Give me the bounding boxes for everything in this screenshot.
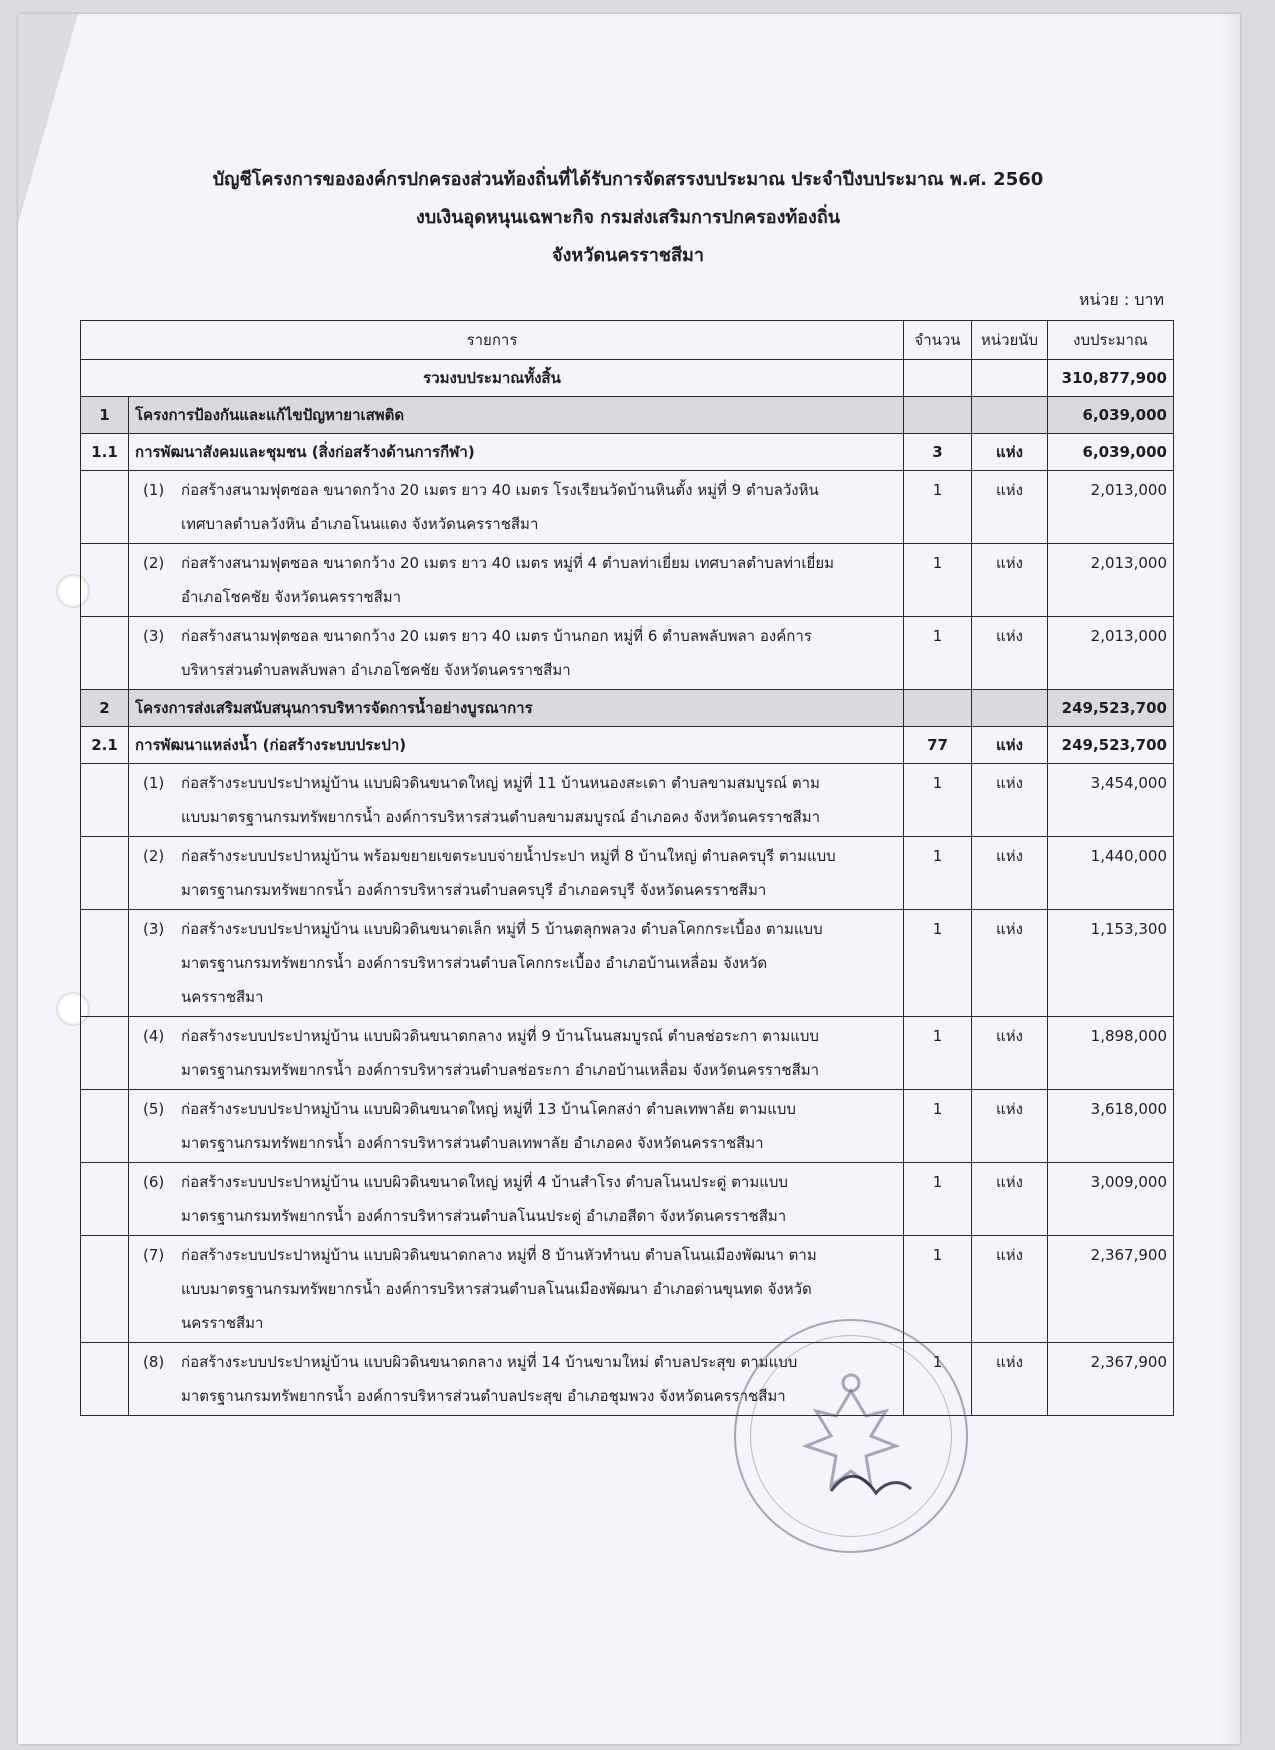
item-budget: 3,618,000 <box>1048 1090 1174 1163</box>
subsection-unit: แห่ง <box>972 727 1048 764</box>
item-budget: 2,013,000 <box>1048 544 1174 617</box>
item-text: ก่อสร้างสนามฟุตซอล ขนาดกว้าง 20 เมตร ยาว 40 เมตร โรงเรียนวัดบ้านหินตั้ง หมู่ที่ 9 ตำบลวังหิน เทศบาลตำบลวังหิน อำเภอโนนแดง จังหวัดนครราชสีมา <box>181 481 819 533</box>
item-text: ก่อสร้างระบบประปาหมู่บ้าน พร้อมขยายเขตระบบจ่ายน้ำประปา หมู่ที่ 8 บ้านใหญ่ ตำบลครบุรี ตามแบบมาตรฐานกรมทรัพยากรน้ำ องค์การบริหารส่วนตำบลครบุรี อำเภอครบุรี จังหวัดนครราชสีมา <box>181 847 836 899</box>
folded-corner <box>18 14 78 224</box>
total-budget: 310,877,900 <box>1048 360 1174 397</box>
item-description <box>129 1090 904 1163</box>
item-index: (7) <box>143 1246 165 1264</box>
item-text: ก่อสร้างระบบประปาหมู่บ้าน แบบผิวดินขนาดใหญ่ หมู่ที่ 11 บ้านหนองสะเดา ตำบลขามสมบูรณ์ ตามแบบมาตรฐานกรมทรัพยากรน้ำ องค์การบริหารส่วนตำบลขามสมบูรณ์ อำเภอคง จังหวัดนครราชสีมา <box>181 774 821 826</box>
item-budget: 1,898,000 <box>1048 1017 1174 1090</box>
unit-note: หน่วย : บาท <box>1078 290 1164 309</box>
item-index: (2) <box>143 847 165 865</box>
item-description <box>129 1163 904 1236</box>
total-label: รวมงบประมาณทั้งสิ้น <box>81 360 904 397</box>
item-qty: 1 <box>904 910 972 1017</box>
item-qty: 1 <box>904 544 972 617</box>
item-qty: 1 <box>904 1163 972 1236</box>
item-text: ก่อสร้างระบบประปาหมู่บ้าน แบบผิวดินขนาดกลาง หมู่ที่ 8 บ้านหัวทำนบ ตำบลโนนเมืองพัฒนา ตามแบบมาตรฐานกรมทรัพยากรน้ำ องค์การบริหารส่วนตำบลโนนเมืองพัฒนา อำเภอด่านขุนทด จังหวัดนครราชสีมา <box>181 1246 817 1332</box>
header-unit: หน่วยนับ <box>972 321 1048 360</box>
section-title: โครงการป้องกันและแก้ไขปัญหายาเสพติด <box>129 397 904 434</box>
table-row <box>81 544 1174 617</box>
item-index: (4) <box>143 1027 165 1045</box>
doc-title-line3: จังหวัดนครราชสีมา <box>552 245 704 266</box>
item-unit: แห่ง <box>972 1343 1048 1416</box>
item-text: ก่อสร้างระบบประปาหมู่บ้าน แบบผิวดินขนาดใหญ่ หมู่ที่ 13 บ้านโคกสง่า ตำบลเทพาลัย ตามแบบมาตรฐานกรมทรัพยากรน้ำ องค์การบริหารส่วนตำบลเทพาลัย อำเภอคง จังหวัดนครราชสีมา <box>181 1100 796 1152</box>
item-unit: แห่ง <box>972 764 1048 837</box>
subsection-row <box>81 434 1174 471</box>
subsection-num: 1.1 <box>81 434 129 471</box>
item-unit: แห่ง <box>972 617 1048 690</box>
item-unit: แห่ง <box>972 1163 1048 1236</box>
item-text: ก่อสร้างสนามฟุตซอล ขนาดกว้าง 20 เมตร ยาว 40 เมตร หมู่ที่ 4 ตำบลท่าเยี่ยม เทศบาลตำบลท่าเยี่ยม อำเภอโชคชัย จังหวัดนครราชสีมา <box>181 554 834 606</box>
table-row <box>81 1236 1174 1343</box>
item-text: ก่อสร้างระบบประปาหมู่บ้าน แบบผิวดินขนาดกลาง หมู่ที่ 14 บ้านขามใหม่ ตำบลประสุข ตามแบบมาตรฐานกรมทรัพยากรน้ำ องค์การบริหารส่วนตำบลประสุข อำเภอชุมพวง จังหวัดนครราชสีมา <box>181 1353 798 1405</box>
subsection-budget: 6,039,000 <box>1048 434 1174 471</box>
table-row <box>81 837 1174 910</box>
document-page <box>18 14 1240 1744</box>
item-description <box>129 617 904 690</box>
item-qty: 1 <box>904 1090 972 1163</box>
item-unit: แห่ง <box>972 1017 1048 1090</box>
section-budget: 6,039,000 <box>1048 397 1174 434</box>
item-qty: 1 <box>904 617 972 690</box>
item-description <box>129 1236 904 1343</box>
subsection-title: การพัฒนาแหล่งน้ำ (ก่อสร้างระบบประปา) <box>129 727 904 764</box>
item-budget: 3,454,000 <box>1048 764 1174 837</box>
section-row <box>81 690 1174 727</box>
table-row <box>81 1343 1174 1416</box>
total-row <box>81 360 1174 397</box>
item-budget: 1,440,000 <box>1048 837 1174 910</box>
item-text: ก่อสร้างสนามฟุตซอล ขนาดกว้าง 20 เมตร ยาว 40 เมตร บ้านกอก หมู่ที่ 6 ตำบลพลับพลา องค์การบริหารส่วนตำบลพลับพลา อำเภอโชคชัย จังหวัดนครราชสีมา <box>181 627 812 679</box>
page-edge <box>1220 14 1240 1744</box>
subsection-qty: 77 <box>904 727 972 764</box>
section-row <box>81 397 1174 434</box>
item-index: (5) <box>143 1100 165 1118</box>
table-header-row <box>81 321 1174 360</box>
subsection-title: การพัฒนาสังคมและชุมชน (สิ่งก่อสร้างด้านการกีฬา) <box>129 434 904 471</box>
item-qty: 1 <box>904 837 972 910</box>
subsection-unit: แห่ง <box>972 434 1048 471</box>
item-index: (1) <box>143 481 165 499</box>
section-budget: 249,523,700 <box>1048 690 1174 727</box>
item-index: (3) <box>143 920 165 938</box>
section-num: 1 <box>81 397 129 434</box>
section-num: 2 <box>81 690 129 727</box>
subsection-budget: 249,523,700 <box>1048 727 1174 764</box>
item-text: ก่อสร้างระบบประปาหมู่บ้าน แบบผิวดินขนาดกลาง หมู่ที่ 9 บ้านโนนสมบูรณ์ ตำบลช่อระกา ตามแบบมาตรฐานกรมทรัพยากรน้ำ องค์การบริหารส่วนตำบลช่อระกา อำเภอบ้านเหลื่อม จังหวัดนครราชสีมา <box>181 1027 820 1079</box>
header-budget: งบประมาณ <box>1048 321 1174 360</box>
budget-table <box>80 320 1174 1416</box>
item-description <box>129 1343 904 1416</box>
item-description <box>129 544 904 617</box>
total-unit <box>972 360 1048 397</box>
item-index: (2) <box>143 554 165 572</box>
item-qty: 1 <box>904 471 972 544</box>
item-unit: แห่ง <box>972 471 1048 544</box>
table-row <box>81 617 1174 690</box>
item-index: (1) <box>143 774 165 792</box>
subsection-qty: 3 <box>904 434 972 471</box>
item-qty: 1 <box>904 764 972 837</box>
doc-title-line2: งบเงินอุดหนุนเฉพาะกิจ กรมส่งเสริมการปกครองท้องถิ่น <box>415 207 841 228</box>
item-description <box>129 1017 904 1090</box>
header-qty: จำนวน <box>904 321 972 360</box>
item-description <box>129 837 904 910</box>
table-row <box>81 471 1174 544</box>
item-budget: 2,013,000 <box>1048 617 1174 690</box>
total-qty <box>904 360 972 397</box>
item-text: ก่อสร้างระบบประปาหมู่บ้าน แบบผิวดินขนาดเล็ก หมู่ที่ 5 บ้านตลุกพลวง ตำบลโคกกระเบื้อง ตามแบบมาตรฐานกรมทรัพยากรน้ำ องค์การบริหารส่วนตำบลโคกกระเบื้อง อำเภอบ้านเหลื่อม จังหวัดนครราชสีมา <box>181 920 823 1006</box>
item-index: (3) <box>143 627 165 645</box>
table-row <box>81 1017 1174 1090</box>
table-row <box>81 1163 1174 1236</box>
item-budget: 2,013,000 <box>1048 471 1174 544</box>
signature-icon <box>831 1476 911 1493</box>
item-budget: 2,367,900 <box>1048 1236 1174 1343</box>
item-qty: 1 <box>904 1236 972 1343</box>
item-qty: 1 <box>904 1017 972 1090</box>
item-index: (8) <box>143 1353 165 1371</box>
item-budget: 2,367,900 <box>1048 1343 1174 1416</box>
item-description <box>129 471 904 544</box>
table-row <box>81 764 1174 837</box>
item-index: (6) <box>143 1173 165 1191</box>
item-unit: แห่ง <box>972 1090 1048 1163</box>
subsection-row <box>81 727 1174 764</box>
item-unit: แห่ง <box>972 910 1048 1017</box>
item-unit: แห่ง <box>972 837 1048 910</box>
header-item: รายการ <box>81 321 904 360</box>
table-row <box>81 1090 1174 1163</box>
item-description <box>129 764 904 837</box>
doc-title-line1: บัญชีโครงการขององค์กรปกครองส่วนท้องถิ่นที่ได้รับการจัดสรรงบประมาณ ประจำปีงบประมาณ พ.ศ. 2560 <box>212 169 1044 190</box>
item-unit: แห่ง <box>972 544 1048 617</box>
item-qty: 1 <box>904 1343 972 1416</box>
table-row <box>81 910 1174 1017</box>
item-budget: 3,009,000 <box>1048 1163 1174 1236</box>
subsection-num: 2.1 <box>81 727 129 764</box>
item-unit: แห่ง <box>972 1236 1048 1343</box>
section-title: โครงการส่งเสริมสนับสนุนการบริหารจัดการน้ำอย่างบูรณาการ <box>129 690 904 727</box>
item-text: ก่อสร้างระบบประปาหมู่บ้าน แบบผิวดินขนาดใหญ่ หมู่ที่ 4 บ้านสำโรง ตำบลโนนประดู่ ตามแบบมาตรฐานกรมทรัพยากรน้ำ องค์การบริหารส่วนตำบลโนนประดู่ อำเภอสีดา จังหวัดนครราชสีมา <box>181 1173 788 1225</box>
item-budget: 1,153,300 <box>1048 910 1174 1017</box>
item-description <box>129 910 904 1017</box>
